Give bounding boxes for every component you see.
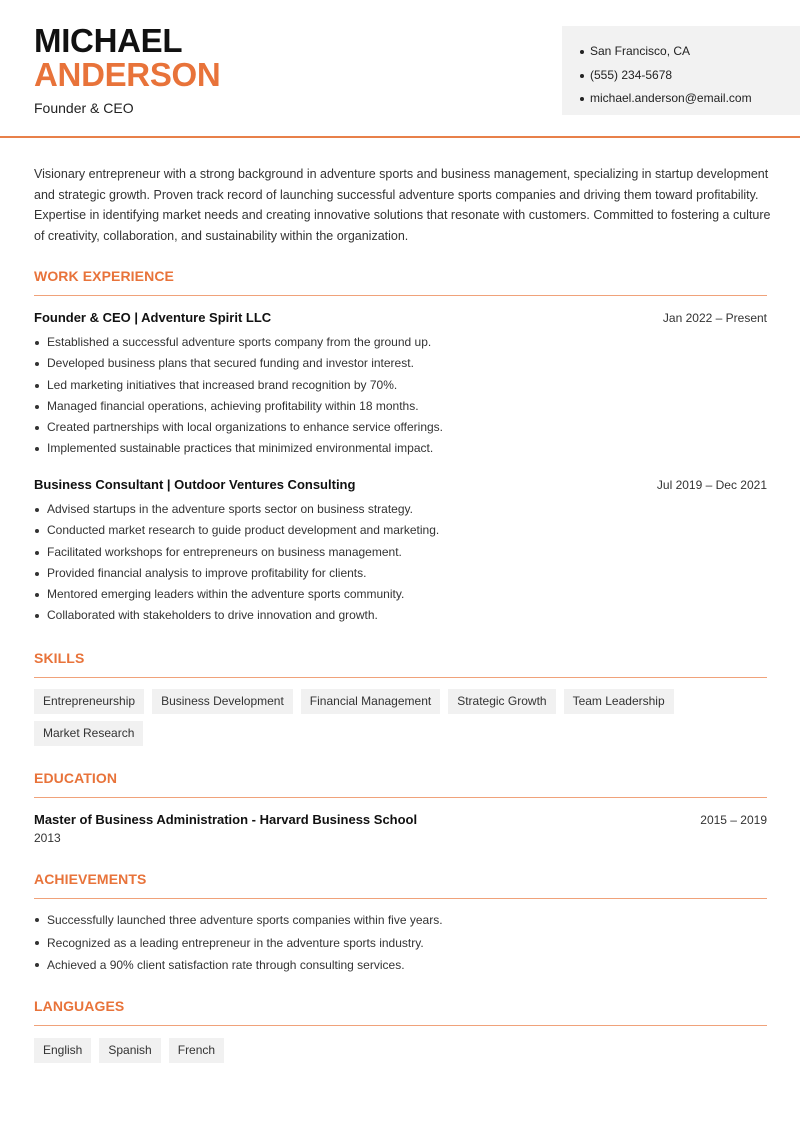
- list-item: Recognized as a leading entrepreneur in the adventure sports industry.: [34, 932, 443, 955]
- last-name: ANDERSON: [34, 56, 221, 93]
- candidate-name: [34, 24, 220, 92]
- list-item: Conducted market research to guide product development and marketing.: [34, 520, 439, 541]
- skill-chip: Business Development: [152, 689, 293, 714]
- skill-chip: Market Research: [34, 721, 143, 746]
- job-2-date: Jul 2019 – Dec 2021: [656, 478, 767, 492]
- skill-chip: Strategic Growth: [448, 689, 555, 714]
- job-2-title: Business Consultant | Outdoor Ventures Consulting: [34, 477, 356, 492]
- language-chip: French: [169, 1038, 224, 1063]
- list-item: Established a successful adventure sports company from the ground up.: [34, 332, 443, 353]
- job-1-date: Jan 2022 – Present: [662, 311, 767, 325]
- section-heading-education: EDUCATION: [34, 770, 767, 798]
- skill-chip: Team Leadership: [564, 689, 674, 714]
- contact-phone: (555) 234-5678: [580, 64, 800, 88]
- skills-list: [34, 689, 774, 753]
- skill-chip: Financial Management: [301, 689, 440, 714]
- list-item: Implemented sustainable practices that minimized environmental impact.: [34, 438, 443, 459]
- resume-header: [0, 0, 800, 138]
- list-item: Led marketing initiatives that increased brand recognition by 70%.: [34, 375, 443, 396]
- skill-chip: Entrepreneurship: [34, 689, 144, 714]
- job-title-headline: Founder & CEO: [34, 100, 134, 116]
- job-1-bullets: [34, 332, 443, 460]
- languages-list: [34, 1038, 774, 1070]
- list-item: Successfully launched three adventure sports companies within five years.: [34, 909, 443, 932]
- section-heading-achievements: ACHIEVEMENTS: [34, 871, 767, 899]
- section-heading-work: WORK EXPERIENCE: [34, 268, 767, 296]
- first-name: MICHAEL: [34, 22, 183, 59]
- list-item: Provided financial analysis to improve profitability for clients.: [34, 563, 439, 584]
- list-item: Created partnerships with local organizations to enhance service offerings.: [34, 417, 443, 438]
- list-item: Developed business plans that secured funding and investor interest.: [34, 353, 443, 374]
- list-item: Collaborated with stakeholders to drive innovation and growth.: [34, 605, 439, 626]
- job-1-title: Founder & CEO | Adventure Spirit LLC: [34, 310, 272, 325]
- section-heading-languages: LANGUAGES: [34, 998, 767, 1026]
- achievements-list: [34, 909, 443, 977]
- section-heading-skills: SKILLS: [34, 650, 767, 678]
- education-degree: Master of Business Administration - Harvard Business School: [34, 812, 418, 827]
- professional-summary: Visionary entrepreneur with a strong background in adventure sports and business management, specializing in startup development and strategic growth. Proven track record of launching successful adventure sports companies and driving them toward profitability. Expertise in identifying market needs and creating innovative solutions that resonate with customers. Committed to fostering a culture of creativity, collaboration, and sustainability within the organization.: [34, 167, 771, 243]
- list-item: Facilitated workshops for entrepreneurs on business management.: [34, 542, 439, 563]
- job-2-bullets: [34, 499, 439, 627]
- list-item: Mentored emerging leaders within the adventure sports community.: [34, 584, 439, 605]
- contact-email: michael.anderson@email.com: [580, 87, 800, 111]
- list-item: Managed financial operations, achieving profitability within 18 months.: [34, 396, 443, 417]
- education-dates: 2015 – 2019: [700, 813, 767, 827]
- contact-box: [562, 26, 800, 115]
- language-chip: English: [34, 1038, 91, 1063]
- education-year: 2013: [34, 831, 61, 845]
- list-item: Advised startups in the adventure sports sector on business strategy.: [34, 499, 439, 520]
- list-item: Achieved a 90% client satisfaction rate through consulting services.: [34, 954, 443, 977]
- contact-location: San Francisco, CA: [580, 40, 800, 64]
- language-chip: Spanish: [99, 1038, 160, 1063]
